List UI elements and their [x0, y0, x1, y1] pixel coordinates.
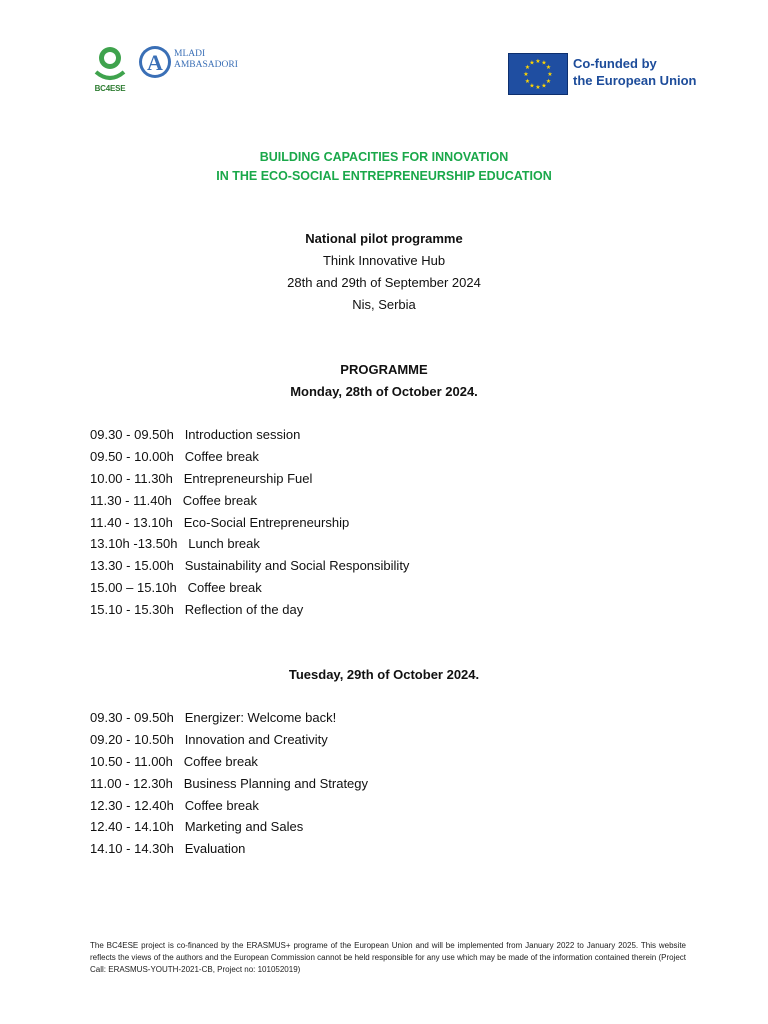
bc4ese-logo-text: BC4ESE: [94, 84, 126, 93]
footer-disclaimer: The BC4ESE project is co-financed by the ERASMUS+ programe of the European Union and will be implemented from January 2022 to January 2025. This website reflects the views of the authors and the European Commission cannot be held responsible for any use which may be made of the information contained therein (Project Call: ERASMUS-YOUTH-2021-CB, Project no: 101052019): [90, 941, 686, 974]
schedule-row: [90, 776, 368, 798]
schedule-row: [90, 558, 409, 580]
schedule-row: [90, 841, 368, 863]
svg-text:★: ★: [547, 71, 553, 78]
intro-heading: National pilot programme: [305, 231, 463, 246]
programme-heading: PROGRAMME: [340, 362, 428, 377]
schedule-time: 09.20 - 10.50h: [90, 731, 174, 747]
schedule-time: 15.10 - 15.30h: [90, 602, 174, 618]
schedule-activity: Sustainability and Social Responsibility: [173, 558, 410, 574]
schedule-activity: Energizer: Welcome back!: [173, 710, 337, 725]
schedule-row: [90, 819, 368, 841]
schedule-time: 14.10 - 14.30h: [90, 841, 174, 857]
schedule-row: [90, 471, 409, 493]
schedule-row: [90, 580, 409, 602]
schedule-row: [90, 493, 409, 515]
schedule-row: [90, 710, 368, 732]
svg-text:★: ★: [545, 64, 552, 71]
schedule-row: [90, 798, 368, 820]
intro-venue: Think Innovative Hub: [322, 253, 446, 268]
mladi-ambasadori-logo: [138, 45, 172, 79]
eu-cofunded-text: Co-funded by the European Union: [573, 56, 697, 88]
schedule-row: [90, 732, 368, 754]
svg-text:★: ★: [535, 84, 541, 91]
mladi-ambasadori-text: MLADI AMBASADORI: [174, 49, 238, 70]
schedule-time: 09.50 - 10.00h: [90, 448, 174, 464]
schedule-time: 12.40 - 14.10h: [90, 819, 174, 835]
schedule-activity: Coffee break: [171, 492, 257, 508]
schedule-activity: Entrepreneurship Fuel: [172, 470, 313, 486]
schedule-time: 10.50 - 11.00h: [90, 753, 173, 769]
eu-flag-icon: [508, 53, 568, 95]
svg-text:★: ★: [545, 78, 552, 85]
schedule-row: [90, 449, 409, 471]
svg-text:A: A: [147, 50, 163, 75]
intro-dates: 28th and 29th of September 2024: [287, 275, 481, 290]
schedule-activity: Coffee break: [173, 797, 259, 813]
schedule-time: 09.30 - 09.50h: [90, 710, 174, 725]
schedule-activity: Lunch break: [177, 536, 260, 552]
svg-text:★: ★: [524, 78, 531, 85]
schedule-activity: Marketing and Sales: [173, 819, 304, 835]
schedule-activity: Coffee break: [172, 753, 258, 769]
title-line-2: IN THE ECO-SOCIAL ENTREPRENEURSHIP EDUCATION: [216, 169, 552, 183]
day1-schedule: [90, 427, 409, 624]
schedule-time: 15.00 – 15.10h: [90, 580, 177, 596]
day2-heading: Tuesday, 29th of October 2024.: [288, 667, 480, 682]
svg-text:★: ★: [541, 82, 547, 90]
svg-text:★: ★: [529, 82, 535, 90]
schedule-row: [90, 515, 409, 537]
schedule-time: 12.30 - 12.40h: [90, 797, 174, 813]
svg-text:★: ★: [524, 64, 531, 71]
schedule-row: [90, 427, 409, 449]
schedule-row: [90, 754, 368, 776]
schedule-row: [90, 536, 409, 558]
svg-text:★: ★: [523, 71, 529, 78]
intro-location: Nis, Serbia: [352, 297, 416, 312]
day1-heading: Monday, 28th of October 2024.: [290, 384, 478, 399]
schedule-time: 09.30 - 09.50h: [90, 427, 174, 442]
schedule-activity: Business Planning and Strategy: [172, 775, 369, 791]
schedule-time: 11.40 - 13.10h: [90, 514, 173, 530]
schedule-activity: Reflection of the day: [173, 602, 304, 618]
svg-text:★: ★: [535, 58, 541, 65]
title-line-1: BUILDING CAPACITIES FOR INNOVATION: [259, 150, 509, 164]
schedule-time: 13.30 - 15.00h: [90, 558, 174, 574]
schedule-time: 13.10h -13.50h: [90, 536, 178, 552]
schedule-activity: Introduction session: [173, 427, 301, 442]
day2-schedule: [90, 710, 368, 863]
schedule-time: 11.00 - 12.30h: [90, 775, 173, 791]
schedule-activity: Eco-Social Entrepreneurship: [172, 514, 350, 530]
schedule-time: 10.00 - 11.30h: [90, 470, 173, 486]
schedule-activity: Evaluation: [173, 841, 246, 857]
svg-text:★: ★: [529, 59, 535, 67]
schedule-time: 11.30 - 11.40h: [90, 492, 172, 508]
schedule-activity: Coffee break: [173, 448, 259, 464]
svg-text:★: ★: [541, 59, 547, 67]
schedule-row: [90, 602, 409, 624]
schedule-activity: Coffee break: [176, 580, 262, 596]
schedule-activity: Innovation and Creativity: [173, 731, 328, 747]
